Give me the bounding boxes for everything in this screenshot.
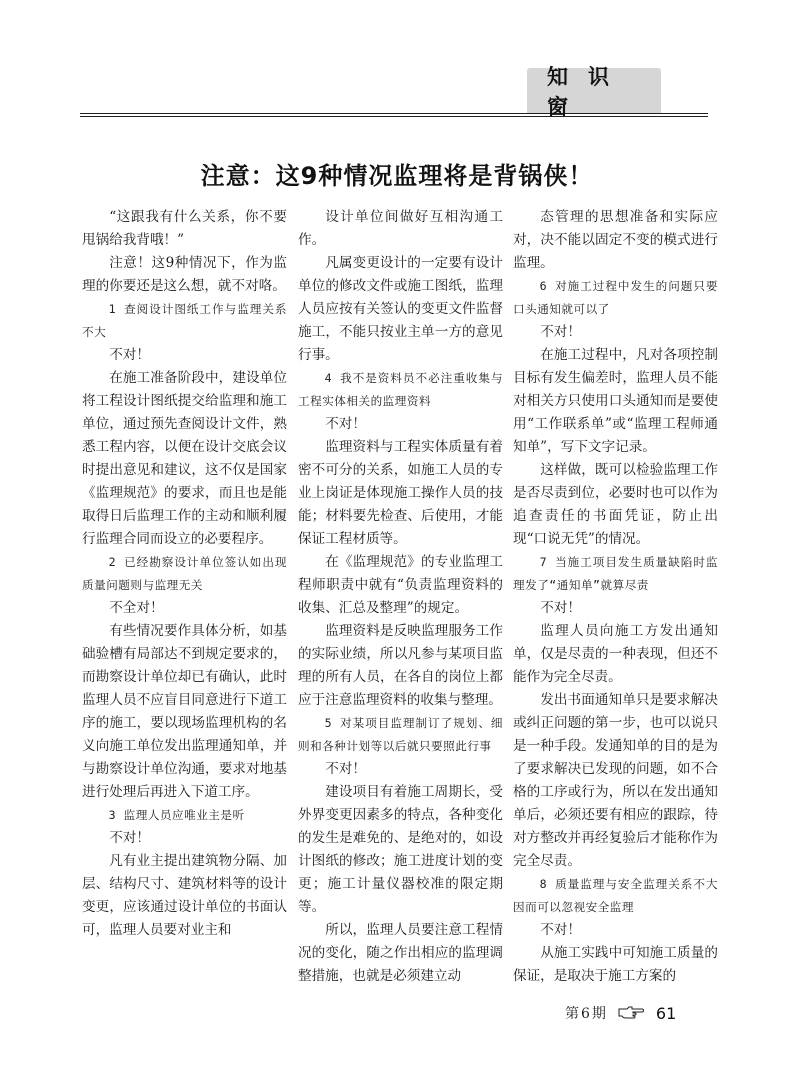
- body-paragraph: 监理资料是反映监理服务工作的实际业绩，所以凡参与某项目监理的所有人员，在各自的岗位上都应于注意监理资料的收集与整理。: [298, 623, 503, 708]
- body-paragraph: 有些情况要作具体分析，如基础验槽有局部达不到规定要求的，而勘察设计单位却已有确认，此时监理人员不应盲目同意进行下道工序的施工，要以现场监理机构的名义向施工单位发出监理通知单，并与勘察设计单位沟通，要求对地基进行处理后再进入下道工序。: [82, 623, 287, 800]
- verdict-text: 不对！: [325, 416, 366, 432]
- body-paragraph: 这样做，既可以检验监理工作是否尽责到位，必要时也可以作为追查责任的书面凭证，防止出现“口说无凭”的情况。: [513, 462, 718, 547]
- column-label: 知识窗: [547, 64, 629, 119]
- issue-label: 第6期: [565, 1006, 608, 1022]
- section-heading: 2 已经勘察设计单位签认如出现质量问题则与监理无关: [82, 555, 287, 592]
- verdict-text: 不全对！: [109, 600, 164, 616]
- verdict-text: 不对！: [109, 830, 150, 846]
- body-paragraph: 从施工实践中可知施工质量的保证，是取决于施工方案的: [513, 945, 718, 984]
- body-paragraph: 在《监理规范》的专业监理工程师职责中就有“负责监理资料的收集、汇总及整理”的规定。: [298, 554, 503, 616]
- section-heading: 1 查阅设计图纸工作与监理关系不大: [82, 302, 287, 339]
- section-heading: 6 对施工过程中发生的问题只要口头通知就可以了: [513, 279, 718, 316]
- section-heading: 4 我不是资料员不必注重收集与工程实体相关的监理资料: [298, 371, 503, 408]
- body-paragraph: 在施工过程中，凡对各项控制目标有发生偏差时，监理人员不能对相关方只使用口头通知而是要使用“工作联系单”或“监理工程师通知单”，写下文字记录。: [513, 347, 718, 455]
- verdict-text: 不对！: [540, 324, 581, 340]
- article-title: 注意：这9种情况监理将是背锅侠！: [200, 162, 594, 190]
- body-paragraph: 建设项目有着施工周期长，受外界变更因素多的特点，各种变化的发生是难免的、是绝对的，如设计图纸的修改；施工进度计划的变更；施工计量仪器校准的限定期等。: [298, 784, 503, 915]
- verdict-text: 不对！: [540, 922, 581, 938]
- verdict-text: 不对！: [109, 347, 150, 363]
- verdict-text: 不对！: [325, 761, 366, 777]
- text-column-3: [513, 204, 718, 984]
- body-paragraph: 设计单位间做好互相沟通工作。: [298, 209, 503, 248]
- body-paragraph: 监理资料与工程实体质量有着密不可分的关系，如施工人员的专业上岗证是体现施工操作人员的技能；材料要先检查、后使用，才能保证工程材质等。: [298, 439, 503, 547]
- body-paragraph: 凡属变更设计的一定要有设计单位的修改文件或施工图纸，监理人员应按有关签认的变更文件监督施工，不能只按业主单一方的意见行事。: [298, 255, 503, 363]
- body-paragraph: 凡有业主提出建筑物分隔、加层、结构尺寸、建筑材料等的设计变更，应该通过设计单位的书面认可，监理人员要对业主和: [82, 853, 287, 938]
- page-number: 61: [655, 1003, 677, 1023]
- body-paragraph: 注意！这9种情况下，作为监理的你要还是这么想，就不对咯。: [82, 255, 287, 294]
- body-paragraph: “这跟我有什么关系，你不要甩锅给我背哦！”: [82, 209, 287, 248]
- page-footer: [565, 1000, 676, 1026]
- text-column-1: [82, 204, 287, 974]
- body-paragraph: 监理人员向施工方发出通知单，仅是尽责的一种表现，但还不能作为完全尽责。: [513, 623, 718, 685]
- section-heading: 5 对某项目监理制订了规划、细则和各种计划等以后就只要照此行事: [298, 716, 503, 753]
- section-heading: 8 质量监理与安全监理关系不大因而可以忽视安全监理: [513, 877, 718, 914]
- verdict-text: 不对！: [540, 600, 581, 616]
- section-heading: 3 监理人员应唯业主是听: [108, 808, 245, 822]
- text-column-2: [298, 204, 503, 984]
- section-heading: 7 当施工项目发生质量缺陷时监理发了“通知单”就算尽责: [513, 555, 718, 592]
- column-label-tab: [527, 64, 661, 119]
- body-paragraph: 态管理的思想准备和实际应对，决不能以固定不变的模式进行监理。: [513, 209, 718, 271]
- body-paragraph: 发出书面通知单只是要求解决或纠正问题的第一步，也可以说只是一种手段。发通知单的目的是为了要求解决已发现的问题，如不合格的工序或行为，所以在发出通知单后，必须还要有相应的跟踪，待对方整改并再经复验后才能称作为完全尽责。: [513, 692, 718, 869]
- body-paragraph: 所以，监理人员要注意工程情况的变化，随之作出相应的监理调整措施，也就是必须建立动: [298, 922, 503, 984]
- body-paragraph: 在施工准备阶段中，建设单位将工程设计图纸提交给监理和施工单位，通过预先查阅设计文件，熟悉工程内容，以便在设计交底会议时提出意见和建议，这不仅是国家《监理规范》的要求，而且也是能取得日后监理工作的主动和顺利履行监理合同而设立的必要程序。: [82, 370, 287, 547]
- pointing-hand-icon: [618, 1004, 644, 1023]
